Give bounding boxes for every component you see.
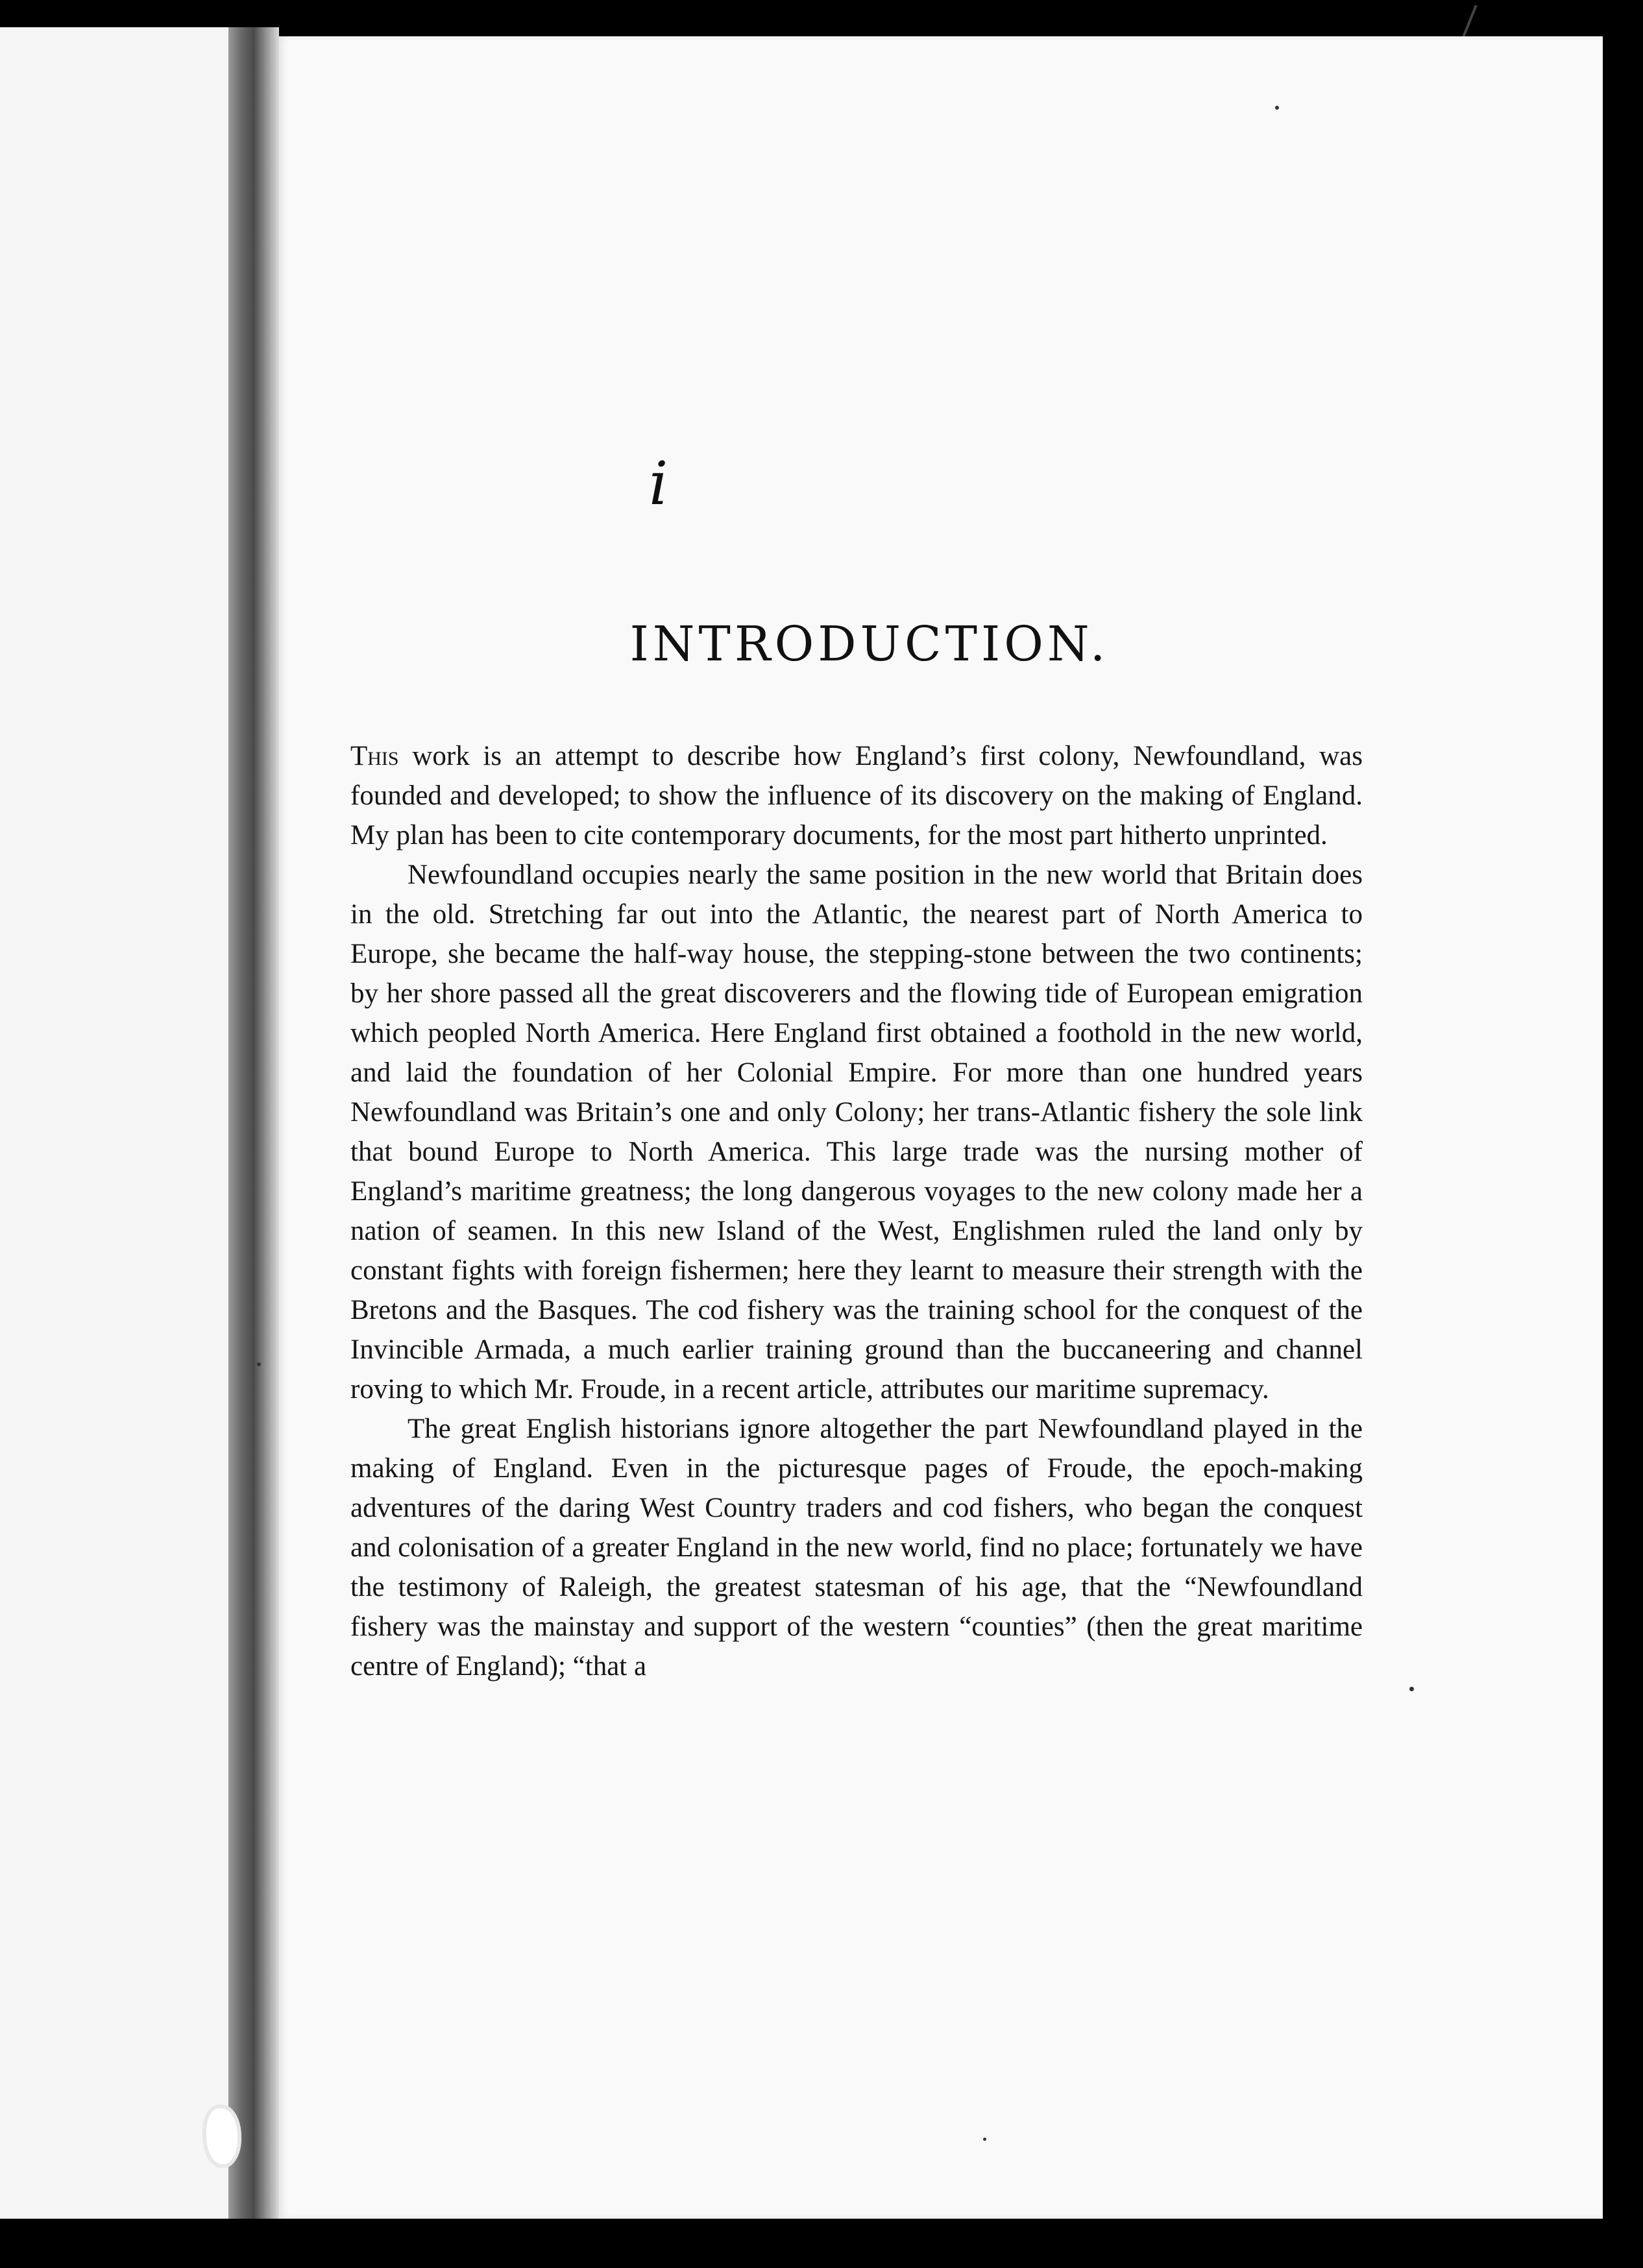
scan-speck [1275,106,1279,110]
paragraph-1-text: work is an attempt to describe how England’s first colony, Newfoundland, was founded and developed; to show the influence of its discovery on the making of England. My plan has been to cite contemporary documents, for the most part hitherto unprinted. [350,741,1363,850]
scan-speck [257,1362,261,1366]
scan-speck [1409,1687,1414,1691]
paragraph-3: The great English historians ignore altogether the part Newfoundland played in the making of England. Even in the picturesque pages of Froude, the epoch-making adventures of the daring West Country traders and cod fishers, who began the conquest and colonisation of a greater England in the new world, find no place; fortunately we have the testimony of Raleigh, the greatest statesman of his age, that the “Newfoundland fishery was the mainstay and support of the western “counties” (then the great maritime centre of England); “that a [350,1414,1363,1682]
paragraph-1-lead: This [350,741,399,771]
scan-speck [983,2138,986,2141]
scan-edge-mark [1461,5,1477,40]
page-mark: i [649,449,668,518]
book-gutter [228,27,279,2268]
scan-blot [206,2108,237,2164]
paragraph-1 [350,736,1363,855]
chapter-title: INTRODUCTION. [629,616,1110,672]
body-text [350,736,1363,1686]
scan-bottom-border [0,2219,1643,2268]
paragraph-2: Newfoundland occupies nearly the same position in the new world that Britain does in the old. Stretching far out into the Atlantic, the nearest part of North America to Europe, she became the half-way house, the stepping-stone between the two continents; by her shore passed all the great discoverers and the flowing tide of European emigration which peopled North America. Here England first obtained a foothold in the new world, and laid the foundation of her Colonial Empire. For more than one hundred years Newfoundland was Britain’s one and only Colony; her trans-Atlantic fishery the sole link that bound Europe to North America. This large trade was the nursing mother of England’s maritime greatness; the long dangerous voyages to the new colony made her a nation of seamen. In this new Island of the West, Englishmen ruled the land only by constant fights with foreign fishermen; here they learnt to measure their strength with the Bretons and the Basques. The cod fishery was the training school for the conquest of the Invincible Armada, a much earlier training ground than the buccaneering and channel roving to which Mr. Froude, in a recent article, attributes our maritime supremacy. [350,860,1363,1405]
left-blank-leaf [0,27,228,2268]
